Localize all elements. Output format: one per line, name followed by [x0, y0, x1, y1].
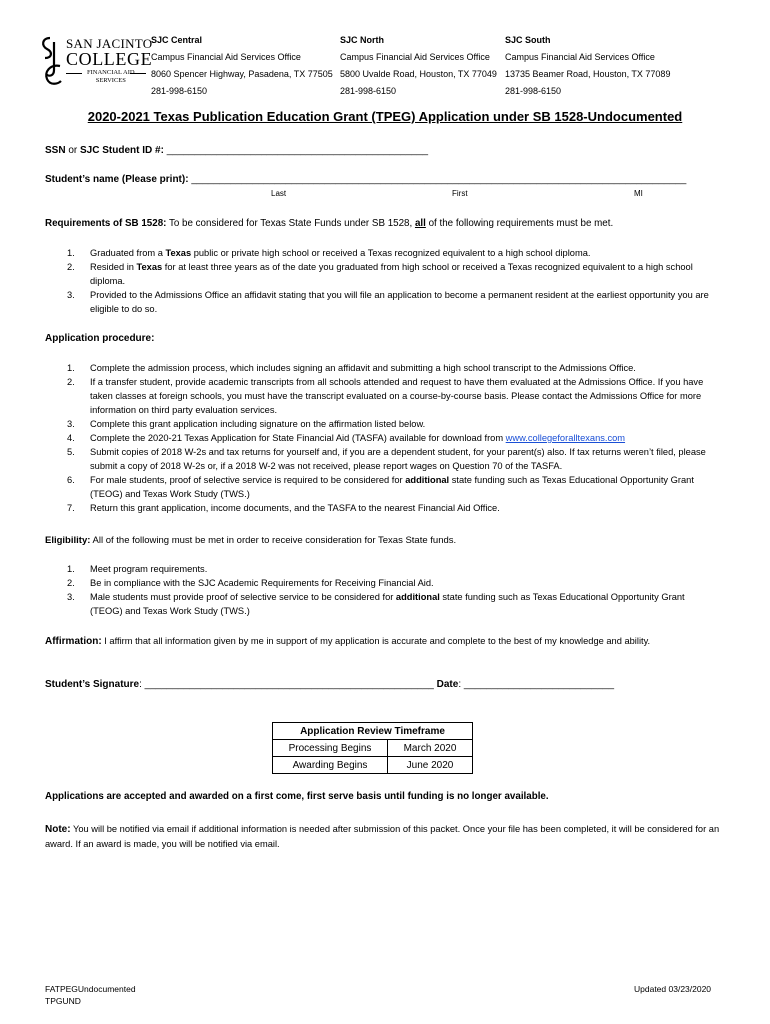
ssn-label: SSN — [45, 145, 66, 156]
item-text: state funding such as Texas Educational Opportunity Grant (TEOG) and Texas Work Study (TWS.) — [90, 592, 685, 616]
student-name-label: Student’s name (Please print): — [45, 174, 189, 185]
footer-code-2: TPGUND — [45, 996, 81, 1006]
table-row — [273, 757, 473, 774]
list-item — [45, 361, 717, 375]
table-cell-label: Awarding Begins — [273, 757, 388, 774]
item-text: Complete the admission process, which includes signing an affidavit and submitting a high school transcript to the Admissions Office. — [90, 363, 636, 373]
item-text: Complete this grant application including signature on the affirmation listed below. — [90, 419, 426, 429]
student-id-label: SJC Student ID #: — [80, 145, 164, 156]
campus-north — [340, 32, 497, 100]
date-label: Date — [436, 679, 459, 690]
ssn-blank[interactable]: _______________________________________________ — [166, 145, 429, 156]
item-text: Male students must provide proof of selective service to be considered for — [90, 592, 396, 602]
signature-field[interactable] — [45, 679, 614, 690]
table-cell-label: Processing Begins — [273, 740, 388, 757]
list-item — [45, 562, 717, 576]
note-text: You will be notified via email if additional information is needed after submission of this packet. Once your file has been completed, it will be considered for an award. If an award is made, you will be notified via email. — [45, 824, 720, 849]
list-number: 1. — [67, 564, 75, 574]
affirmation-heading: Affirmation: — [45, 636, 102, 647]
list-item — [45, 375, 717, 417]
table-row — [273, 740, 473, 757]
list-item — [45, 590, 717, 618]
procedure-list — [45, 361, 717, 515]
sjc-monogram-icon — [38, 36, 64, 86]
campus-phone: 281-998-6150 — [340, 86, 397, 96]
eligibility-heading-line — [45, 535, 456, 546]
affirmation — [45, 634, 715, 649]
eligibility-list — [45, 562, 717, 618]
requirements-intro-b: of the following requirements must be met. — [425, 218, 614, 229]
logo-divider-left — [66, 73, 82, 74]
list-number: 2. — [67, 377, 75, 387]
ssn-field[interactable] — [45, 145, 428, 156]
table-header-row — [273, 723, 473, 740]
list-number: 3. — [67, 592, 75, 602]
requirements-heading-line — [45, 218, 613, 229]
logo-line-2: COLLEGE — [66, 49, 153, 69]
list-item — [45, 576, 717, 590]
tasfa-download-link[interactable]: www.collegeforalltexans.com — [505, 433, 626, 443]
student-name-blank[interactable]: _________________________________________________________________________________________ — [191, 174, 687, 185]
signature-blank[interactable]: ____________________________________________________ — [144, 679, 434, 690]
campus-name: SJC North — [340, 35, 385, 45]
footer-codes — [45, 983, 136, 1007]
footer-updated: Updated 03/23/2020 — [634, 984, 712, 994]
list-number: 1. — [67, 363, 75, 373]
procedure-heading: Application procedure: — [45, 333, 155, 344]
campus-office: Campus Financial Aid Services Office — [340, 52, 490, 62]
document-title: 2020-2021 Texas Publication Education Grant (TPEG) Application under SB 1528-Undocumented — [87, 109, 683, 124]
campus-address: 8060 Spencer Highway, Pasadena, TX 77505 — [151, 69, 333, 79]
item-bold: Texas — [165, 248, 192, 258]
list-item — [45, 246, 715, 260]
footer-code-1: FATPEGUndocumented — [45, 984, 136, 994]
item-text: If a transfer student, provide academic transcripts from all schools attended and request to have them evaluated at the Admissions Office. If you have taken classes at foreign schools, you must have the transcript evaluated on a course-by-course basis. Please contact the Admissions Office for more information on third party evaluation services. — [90, 377, 704, 415]
item-text: Return this grant application, income documents, and the TASFA to the nearest Financial Aid Office. — [90, 503, 500, 513]
item-text: for at least three years as of the date you graduated from high school or received a Texas recognized equivalent to a high school diploma. — [90, 262, 693, 286]
item-text: Resided in — [90, 262, 137, 272]
list-item — [45, 445, 717, 473]
list-item — [45, 501, 717, 515]
item-text: Complete the 2020-21 Texas Application for State Financial Aid (TASFA) available for download from — [90, 433, 506, 443]
date-blank[interactable]: ___________________________ — [463, 679, 615, 690]
note-label: Note: — [45, 824, 71, 835]
table-cell-value: March 2020 — [388, 740, 473, 757]
list-item — [45, 417, 717, 431]
table-title: Application Review Timeframe — [273, 723, 473, 740]
name-sub-mi: MI — [634, 189, 643, 198]
first-come-notice: Applications are accepted and awarded on a first come, first serve basis until funding is no longer available. — [45, 791, 549, 802]
affirmation-text: I affirm that all information given by me in support of my application is accurate and complete to the best of my knowledge and ability. — [101, 636, 651, 646]
item-text: Be in compliance with the SJC Academic Requirements for Receiving Financial Aid. — [90, 578, 434, 588]
campus-name: SJC Central — [151, 35, 203, 45]
list-item — [45, 260, 715, 288]
requirements-list — [45, 246, 715, 316]
item-bold: additional — [405, 475, 450, 485]
item-text: Meet program requirements. — [90, 564, 208, 574]
item-text: For male students, proof of selective service is required to be considered for — [90, 475, 406, 485]
requirements-heading: Requirements of SB 1528: — [45, 218, 167, 229]
list-item — [45, 288, 715, 316]
student-name-field[interactable] — [45, 174, 686, 185]
list-number: 6. — [67, 475, 75, 485]
table-cell-value: June 2020 — [388, 757, 473, 774]
campus-south — [505, 32, 670, 100]
eligibility-intro: All of the following must be met in order to receive consideration for Texas State funds. — [90, 535, 457, 546]
list-item — [45, 473, 717, 501]
college-logo — [38, 36, 153, 86]
ssn-or: or — [65, 145, 81, 156]
date-colon: : — [458, 679, 464, 690]
item-text: Provided to the Admissions Office an affidavit stating that you will file an application to become a permanent resident at the earliest opportunity you are eligible to do so. — [90, 290, 709, 314]
campus-name: SJC South — [505, 35, 551, 45]
list-number: 4. — [67, 433, 75, 443]
list-number: 7. — [67, 503, 75, 513]
name-sub-last: Last — [271, 189, 287, 198]
requirements-intro-a: To be considered for Texas State Funds under SB 1528, — [166, 218, 415, 229]
note — [45, 822, 730, 852]
campus-phone: 281-998-6150 — [151, 86, 208, 96]
signature-colon: : — [139, 679, 145, 690]
list-number: 2. — [67, 578, 75, 588]
item-text: Submit copies of 2018 W-2s and tax returns for yourself and, if you are a dependent student, for your parent(s) also. If tax returns weren’t filed, please submit a copy of 2018 W-2s or, if a 2018 W-2 was not received, please report wages on Question 70 of the TASFA. — [90, 447, 706, 471]
requirements-intro-all: all — [414, 218, 426, 229]
campus-office: Campus Financial Aid Services Office — [505, 52, 655, 62]
list-number: 2. — [67, 262, 75, 272]
campus-office: Campus Financial Aid Services Office — [151, 52, 301, 62]
eligibility-heading: Eligibility: — [45, 535, 91, 546]
item-bold: additional — [395, 592, 440, 602]
list-number: 1. — [67, 248, 75, 258]
list-number: 3. — [67, 290, 75, 300]
campus-phone: 281-998-6150 — [505, 86, 562, 96]
campus-central — [151, 32, 333, 100]
logo-divider-right — [130, 73, 146, 74]
campus-address: 5800 Uvalde Road, Houston, TX 77049 — [340, 69, 497, 79]
list-number: 5. — [67, 447, 75, 457]
name-sub-first: First — [452, 189, 468, 198]
list-number: 3. — [67, 419, 75, 429]
item-bold: Texas — [136, 262, 163, 272]
logo-line-3: FINANCIAL AID — [87, 69, 135, 76]
review-timeframe-table — [272, 722, 473, 774]
logo-subtitle — [87, 69, 135, 85]
logo-line-1: SAN JACINTO — [66, 36, 153, 51]
campus-address: 13735 Beamer Road, Houston, TX 77089 — [505, 69, 671, 79]
logo-line-4: SERVICES — [95, 77, 126, 84]
signature-label: Student’s Signature — [45, 679, 140, 690]
list-item — [45, 431, 717, 445]
item-text: public or private high school or received a Texas recognized equivalent to a high school diploma. — [191, 248, 591, 258]
item-text: Graduated from a — [90, 248, 166, 258]
item-text: state funding such as Texas Educational Opportunity Grant (TEOG) and Texas Work Study (TWS.) — [90, 475, 694, 499]
